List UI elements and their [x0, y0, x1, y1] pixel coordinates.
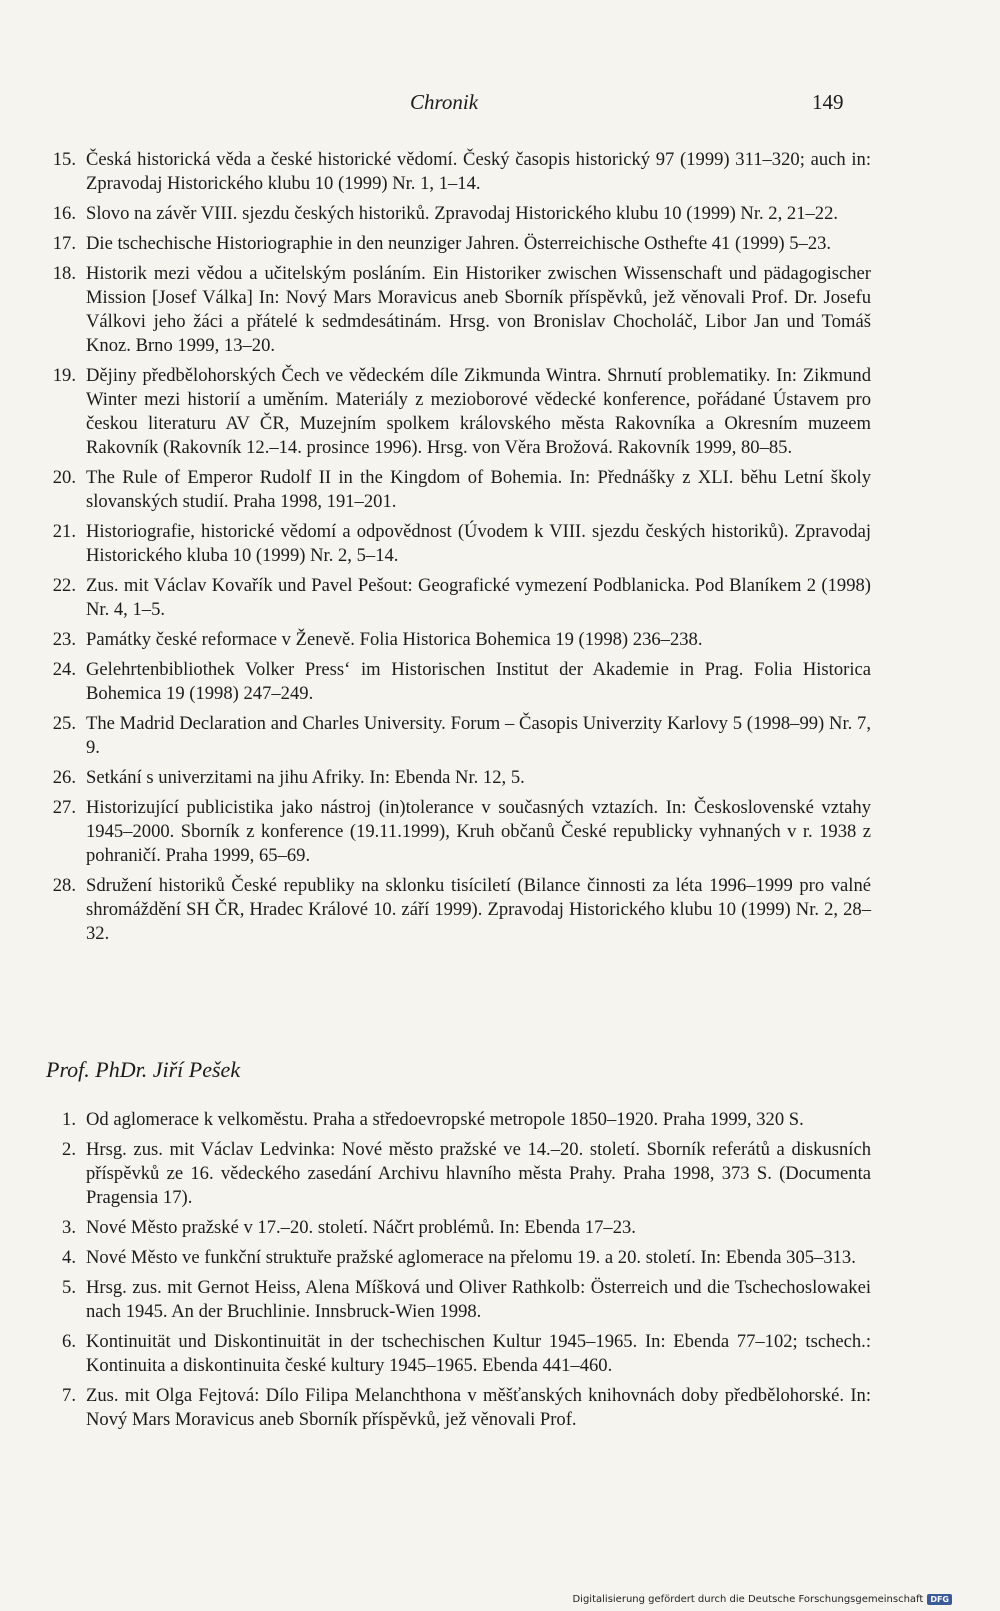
item-number: 7.	[62, 1385, 76, 1406]
item-text: Zus. mit Václav Kovařík und Pavel Pešout: Geografické vymezení Podblanicka. Pod Blaníkem 2 (1998) Nr. 4, 1–5.	[86, 575, 871, 620]
item-text: Historik mezi vědou a učitelským posláním. Ein Historiker zwischen Wissenschaft und pädagogischer Mission [Josef Válka] In: Nový Mars Moravicus aneb Sborník příspěvků, jež věnovali Prof. Dr. Josefu Válkovi jeho žáci a přátelé k sedmdesátinám. Hrsg. von Bronislav Chocholáč, Libor Jan und Tomáš Knoz. Brno 1999, 13–20.	[86, 263, 871, 356]
item-number: 20.	[52, 467, 76, 488]
list-item	[46, 466, 871, 514]
running-header-title: Chronik	[410, 90, 479, 114]
list-item	[46, 628, 871, 652]
item-text: Česká historická věda a české historické vědomí. Český časopis historický 97 (1999) 311–320; auch in: Zpravodaj Historického klubu 10 (1999) Nr. 1, 1–14.	[86, 149, 871, 194]
item-text: Setkání s univerzitami na jihu Afriky. In: Ebenda Nr. 12, 5.	[86, 767, 525, 788]
list-item	[46, 658, 871, 706]
list-item	[46, 520, 871, 568]
footer-text: Digitalisierung gefördert durch die Deutsche Forschungsgemeinschaft	[572, 1594, 924, 1605]
item-text: The Madrid Declaration and Charles University. Forum – Časopis Univerzity Karlovy 5 (1998–99) Nr. 7, 9.	[86, 713, 871, 758]
item-number: 23.	[52, 629, 76, 650]
list-item	[46, 1108, 871, 1132]
list-item	[46, 1138, 871, 1210]
dfg-logo-icon: DFG	[927, 1594, 952, 1605]
item-number: 24.	[52, 659, 76, 680]
list-item	[46, 364, 871, 460]
item-text: The Rule of Emperor Rudolf II in the Kingdom of Bohemia. In: Přednášky z XLI. běhu Letní školy slovanských studií. Praha 1998, 191–201.	[86, 467, 871, 512]
list-item	[46, 232, 871, 256]
item-number: 4.	[62, 1247, 76, 1268]
section-heading: Prof. PhDr. Jiří Pešek	[46, 1057, 241, 1082]
item-text: Historizující publicistika jako nástroj (in)tolerance v současných vztazích. In: Československé vztahy 1945–2000. Sborník z konference (19.11.1999), Kruh občanů České republicky vyhnaných v r. 1938 z pohraničí. Praha 1999, 65–69.	[86, 797, 871, 866]
page-number: 149	[812, 90, 844, 114]
item-number: 5.	[62, 1277, 76, 1298]
list-item	[46, 1216, 871, 1240]
item-text: Kontinuität und Diskontinuität in der tschechischen Kultur 1945–1965. In: Ebenda 77–102; tschech.: Kontinuita a diskontinuita české kultury 1945–1965. Ebenda 441–460.	[86, 1331, 871, 1376]
item-number: 3.	[62, 1217, 76, 1238]
item-number: 17.	[52, 233, 76, 254]
item-number: 26.	[52, 767, 76, 788]
digitization-footer	[572, 1594, 952, 1605]
item-number: 19.	[52, 365, 76, 386]
item-text: Památky české reformace v Ženevě. Folia Historica Bohemica 19 (1998) 236–238.	[86, 629, 703, 650]
item-text: Od aglomerace k velkoměstu. Praha a středoevropské metropole 1850–1920. Praha 1999, 320 S.	[86, 1109, 804, 1130]
item-text: Dějiny předbělohorských Čech ve vědeckém díle Zikmunda Wintra. Shrnutí problematiky. In: Zikmund Winter mezi historií a uměním. Materiály z mezioborové vědecké konference, pořádané Ústavem pro českou literaturu AV ČR, Muzejním spolkem královského města Rakovníka a Okresním muzeem Rakovník (Rakovník 12.–14. prosince 1996). Hrsg. von Věra Brožová. Rakovník 1999, 80–85.	[86, 365, 871, 458]
list-item	[46, 1246, 871, 1270]
publication-list-2	[46, 1108, 871, 1438]
list-item	[46, 1384, 871, 1432]
list-item	[46, 766, 871, 790]
item-number: 15.	[52, 149, 76, 170]
list-item	[46, 874, 871, 946]
item-number: 22.	[52, 575, 76, 596]
list-item	[46, 712, 871, 760]
item-number: 1.	[62, 1109, 76, 1130]
list-item	[46, 148, 871, 196]
item-text: Sdružení historiků České republiky na sklonku tisíciletí (Bilance činnosti za léta 1996–1999 pro valné shromáždění SH ČR, Hradec Králové 10. září 1999). Zpravodaj Historického klubu 10 (1999) Nr. 2, 28–32.	[86, 875, 871, 944]
item-text: Zus. mit Olga Fejtová: Dílo Filipa Melanchthona v měšťanských knihovnách doby předbělohorské. In: Nový Mars Moravicus aneb Sborník příspěvků, jež věnovali Prof.	[86, 1385, 871, 1430]
item-text: Hrsg. zus. mit Václav Ledvinka: Nové město pražské ve 14.–20. století. Sborník referátů a diskusních příspěvků ze 16. vědeckého zasedání Archivu hlavního města Prahy. Praha 1998, 373 S. (Documenta Pragensia 17).	[86, 1139, 871, 1208]
item-number: 2.	[62, 1139, 76, 1160]
item-number: 27.	[52, 797, 76, 818]
item-text: Gelehrtenbibliothek Volker Press‘ im Historischen Institut der Akademie in Prag. Folia Historica Bohemica 19 (1998) 247–249.	[86, 659, 871, 704]
list-item	[46, 1330, 871, 1378]
item-number: 28.	[52, 875, 76, 896]
list-item	[46, 1276, 871, 1324]
item-number: 16.	[52, 203, 76, 224]
item-number: 25.	[52, 713, 76, 734]
publication-list-1	[46, 148, 871, 952]
item-text: Die tschechische Historiographie in den neunziger Jahren. Österreichische Osthefte 41 (1999) 5–23.	[86, 233, 832, 254]
list-item	[46, 574, 871, 622]
list-item	[46, 262, 871, 358]
item-text: Nové Město ve funkční struktuře pražské aglomerace na přelomu 19. a 20. století. In: Ebenda 305–313.	[86, 1247, 856, 1268]
list-item	[46, 796, 871, 868]
item-number: 6.	[62, 1331, 76, 1352]
item-number: 21.	[52, 521, 76, 542]
item-text: Nové Město pražské v 17.–20. století. Náčrt problémů. In: Ebenda 17–23.	[86, 1217, 636, 1238]
item-text: Hrsg. zus. mit Gernot Heiss, Alena Míšková und Oliver Rathkolb: Österreich und die Tschechoslowakei nach 1945. An der Bruchlinie. Innsbruck-Wien 1998.	[86, 1277, 871, 1322]
item-text: Slovo na závěr VIII. sjezdu českých historiků. Zpravodaj Historického klubu 10 (1999) Nr. 2, 21–22.	[86, 203, 839, 224]
item-number: 18.	[52, 263, 76, 284]
list-item	[46, 202, 871, 226]
item-text: Historiografie, historické vědomí a odpovědnost (Úvodem k VIII. sjezdu českých historiků). Zpravodaj Historického kluba 10 (1999) Nr. 2, 5–14.	[86, 521, 871, 566]
